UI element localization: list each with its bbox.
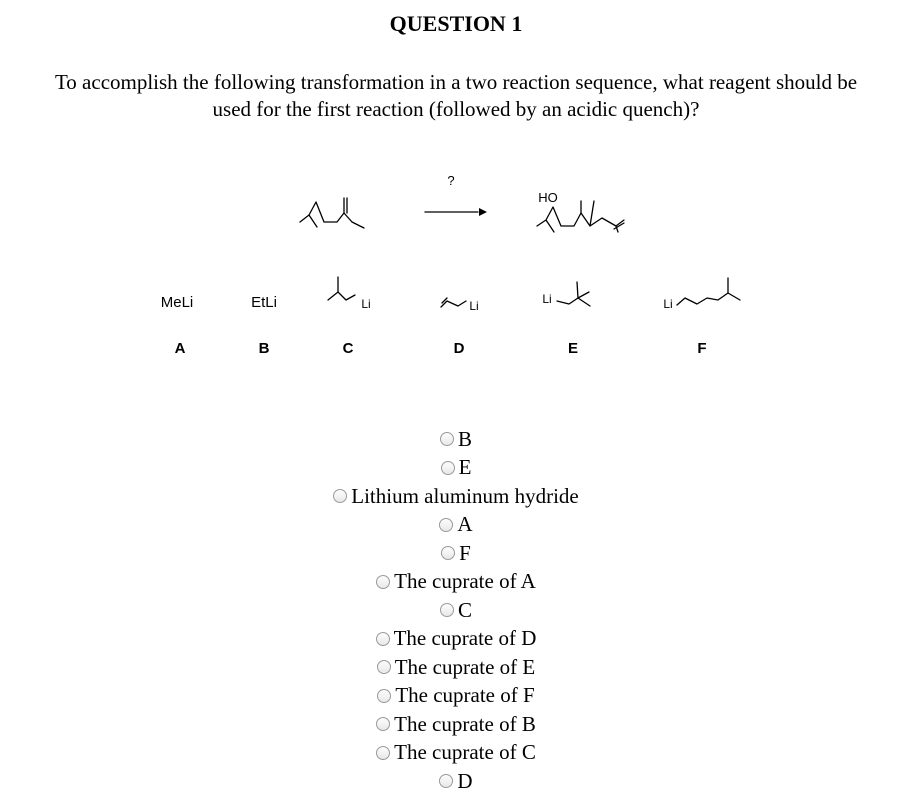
product-alcohol-structure: [537, 201, 624, 232]
reagent-e-structure: [557, 282, 590, 306]
radio-button[interactable]: [376, 746, 390, 760]
option-row[interactable]: [0, 539, 912, 568]
question-title: QUESTION 1: [389, 11, 523, 36]
reagent-d-li: Li: [469, 299, 479, 313]
radio-button[interactable]: [376, 717, 390, 731]
option-label: The cuprate of E: [394, 654, 536, 679]
option-row[interactable]: [0, 454, 912, 483]
radio-button[interactable]: [377, 660, 391, 674]
option-label: The cuprate of D: [393, 626, 537, 651]
option-row[interactable]: [0, 596, 912, 625]
reaction-scheme: [0, 150, 912, 370]
option-label: Lithium aluminum hydride: [351, 483, 579, 508]
radio-button[interactable]: [441, 546, 455, 560]
reagent-a-letter: A: [174, 340, 186, 357]
option-label: The cuprate of B: [394, 711, 536, 736]
radio-button[interactable]: [376, 632, 390, 646]
option-label: The cuprate of F: [395, 683, 535, 708]
option-label: The cuprate of C: [394, 740, 536, 765]
reagent-b-letter: B: [258, 340, 270, 357]
option-label: C: [457, 597, 472, 622]
product-hydroxyl-label: HO: [538, 190, 558, 205]
option-label: The cuprate of A: [394, 569, 536, 594]
reagent-c-structure: [328, 277, 355, 300]
radio-button[interactable]: [377, 689, 391, 703]
option-row[interactable]: [0, 482, 912, 511]
reagent-e-letter: E: [567, 340, 579, 357]
option-label: E: [458, 455, 472, 480]
option-row[interactable]: [0, 625, 912, 654]
option-row[interactable]: [0, 568, 912, 597]
option-label: D: [457, 768, 473, 793]
reagent-d-structure: [441, 298, 466, 307]
reagent-d-letter: D: [453, 340, 465, 357]
prompt-line-1: To accomplish the following transformation in a two reaction sequence, what reagent should be: [54, 70, 858, 94]
reagent-e-li: Li: [542, 292, 552, 306]
option-row[interactable]: [0, 425, 912, 454]
option-row[interactable]: [0, 710, 912, 739]
reagent-f-li: Li: [663, 297, 673, 311]
radio-button[interactable]: [440, 432, 454, 446]
radio-button[interactable]: [439, 518, 453, 532]
reaction-arrow: [425, 208, 487, 216]
radio-button[interactable]: [333, 489, 347, 503]
radio-button[interactable]: [441, 461, 455, 475]
reagent-c-letter: C: [342, 340, 354, 357]
option-row[interactable]: [0, 653, 912, 682]
starting-ketone-structure: [300, 198, 364, 228]
reagent-c-li: Li: [361, 297, 371, 311]
radio-button[interactable]: [440, 603, 454, 617]
reagent-b-name: EtLi: [251, 294, 277, 311]
option-row[interactable]: [0, 767, 912, 796]
reagent-f-structure: [677, 278, 740, 305]
radio-button[interactable]: [439, 774, 453, 788]
answer-options: [0, 425, 912, 796]
option-row[interactable]: [0, 511, 912, 540]
option-label: F: [459, 540, 471, 565]
option-label: B: [457, 426, 472, 451]
reagent-f-letter: F: [697, 340, 707, 357]
option-row[interactable]: [0, 739, 912, 768]
option-label: A: [457, 512, 473, 537]
arrow-label: ?: [447, 173, 455, 188]
prompt-line-2: used for the first reaction (followed by an acidic quench)?: [212, 97, 700, 121]
radio-button[interactable]: [376, 575, 390, 589]
option-row[interactable]: [0, 682, 912, 711]
reagent-a-name: MeLi: [160, 294, 194, 311]
question-prompt: [0, 69, 912, 123]
